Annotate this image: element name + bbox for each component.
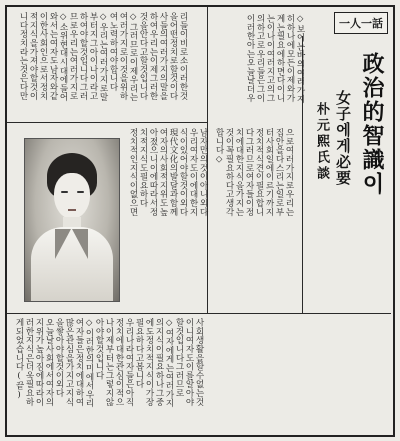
series-label: 一人一話 [334, 12, 388, 34]
text-column-mid-center: 남자만의것이아니외다 우리여자도이에대한지 식이있어야할것이외다 現代文化의발달과함께 여자의사회적지위도높 아졌으니이에따라서정 치적지식도필요하다 정치적인지식이없으면 [128, 128, 208, 216]
photo-face [54, 173, 90, 219]
divider-mid [7, 313, 391, 314]
byline: 朴元熙氏談 [314, 102, 329, 182]
portrait-photo [24, 138, 120, 302]
text-column-mid-right: 으로여러가지로우리는 집안을다스리는일로부 터사회일에이르기까지 정치적식견이필요합니 다그러므로여자들이정 치에대한지식을가지는 것이꼭필요하다고생각 합니다◇ [214, 128, 294, 216]
photo-mouth [68, 209, 76, 211]
photo-eye-left [61, 191, 68, 193]
headline: 政治的智識이 [359, 52, 385, 196]
text-column-top-left: 리들이비로소이러한것 을어떤정치로할것이다 사들의여러가지의말을 하여우리는이제그러한 것을안다고할것입니다 ◇그러므로이제우리는 여러가지로이것을위하 여노력하여야합니다 ◇우리는여러가지로말 부터지그아이나이라고 하여야할것입니다그러 므로우리는여러가지로 ◇소위현대시대에들어 와서는여자도남자와같 이한사회인으로서정치 적지식을가져야할것이 니다정치라는것은다만 [18, 12, 188, 102]
photo-collar-right [72, 229, 88, 259]
text-column-bottom: 사회생활을할수없는것 이니여자도이를알아야 할것입니다그러므로 ◇여자에게는여러가지 의지식이필요하나그중 에도정치적지식이가장 필요하다고봅니다 우리나라여자들은아직 정치에대한관심이적으 나이제부터는그렇지않 아야할것입니다 ◇이러한의미에서우리 여자들은정치에대하여 많은관심을가지고지식 을쌓아야할것이외다 오늘날사회에서여자의 지위가높아짐에따라이 러한지식은더욱필요하 게되었습니다(끝) [14, 318, 204, 408]
divider-top [7, 122, 207, 123]
photo-eye-right [77, 191, 84, 193]
text-column-top-right: ◇보이는바의여러가지 히하나에모든이제와가 계는필요에하면다이니 는이나이여러지고의그 의하고로우리들은그이 이러한아는오늘날더우 [245, 14, 305, 104]
subheadline: 女子에게必要 [334, 90, 352, 186]
photo-collar-left [55, 229, 71, 259]
